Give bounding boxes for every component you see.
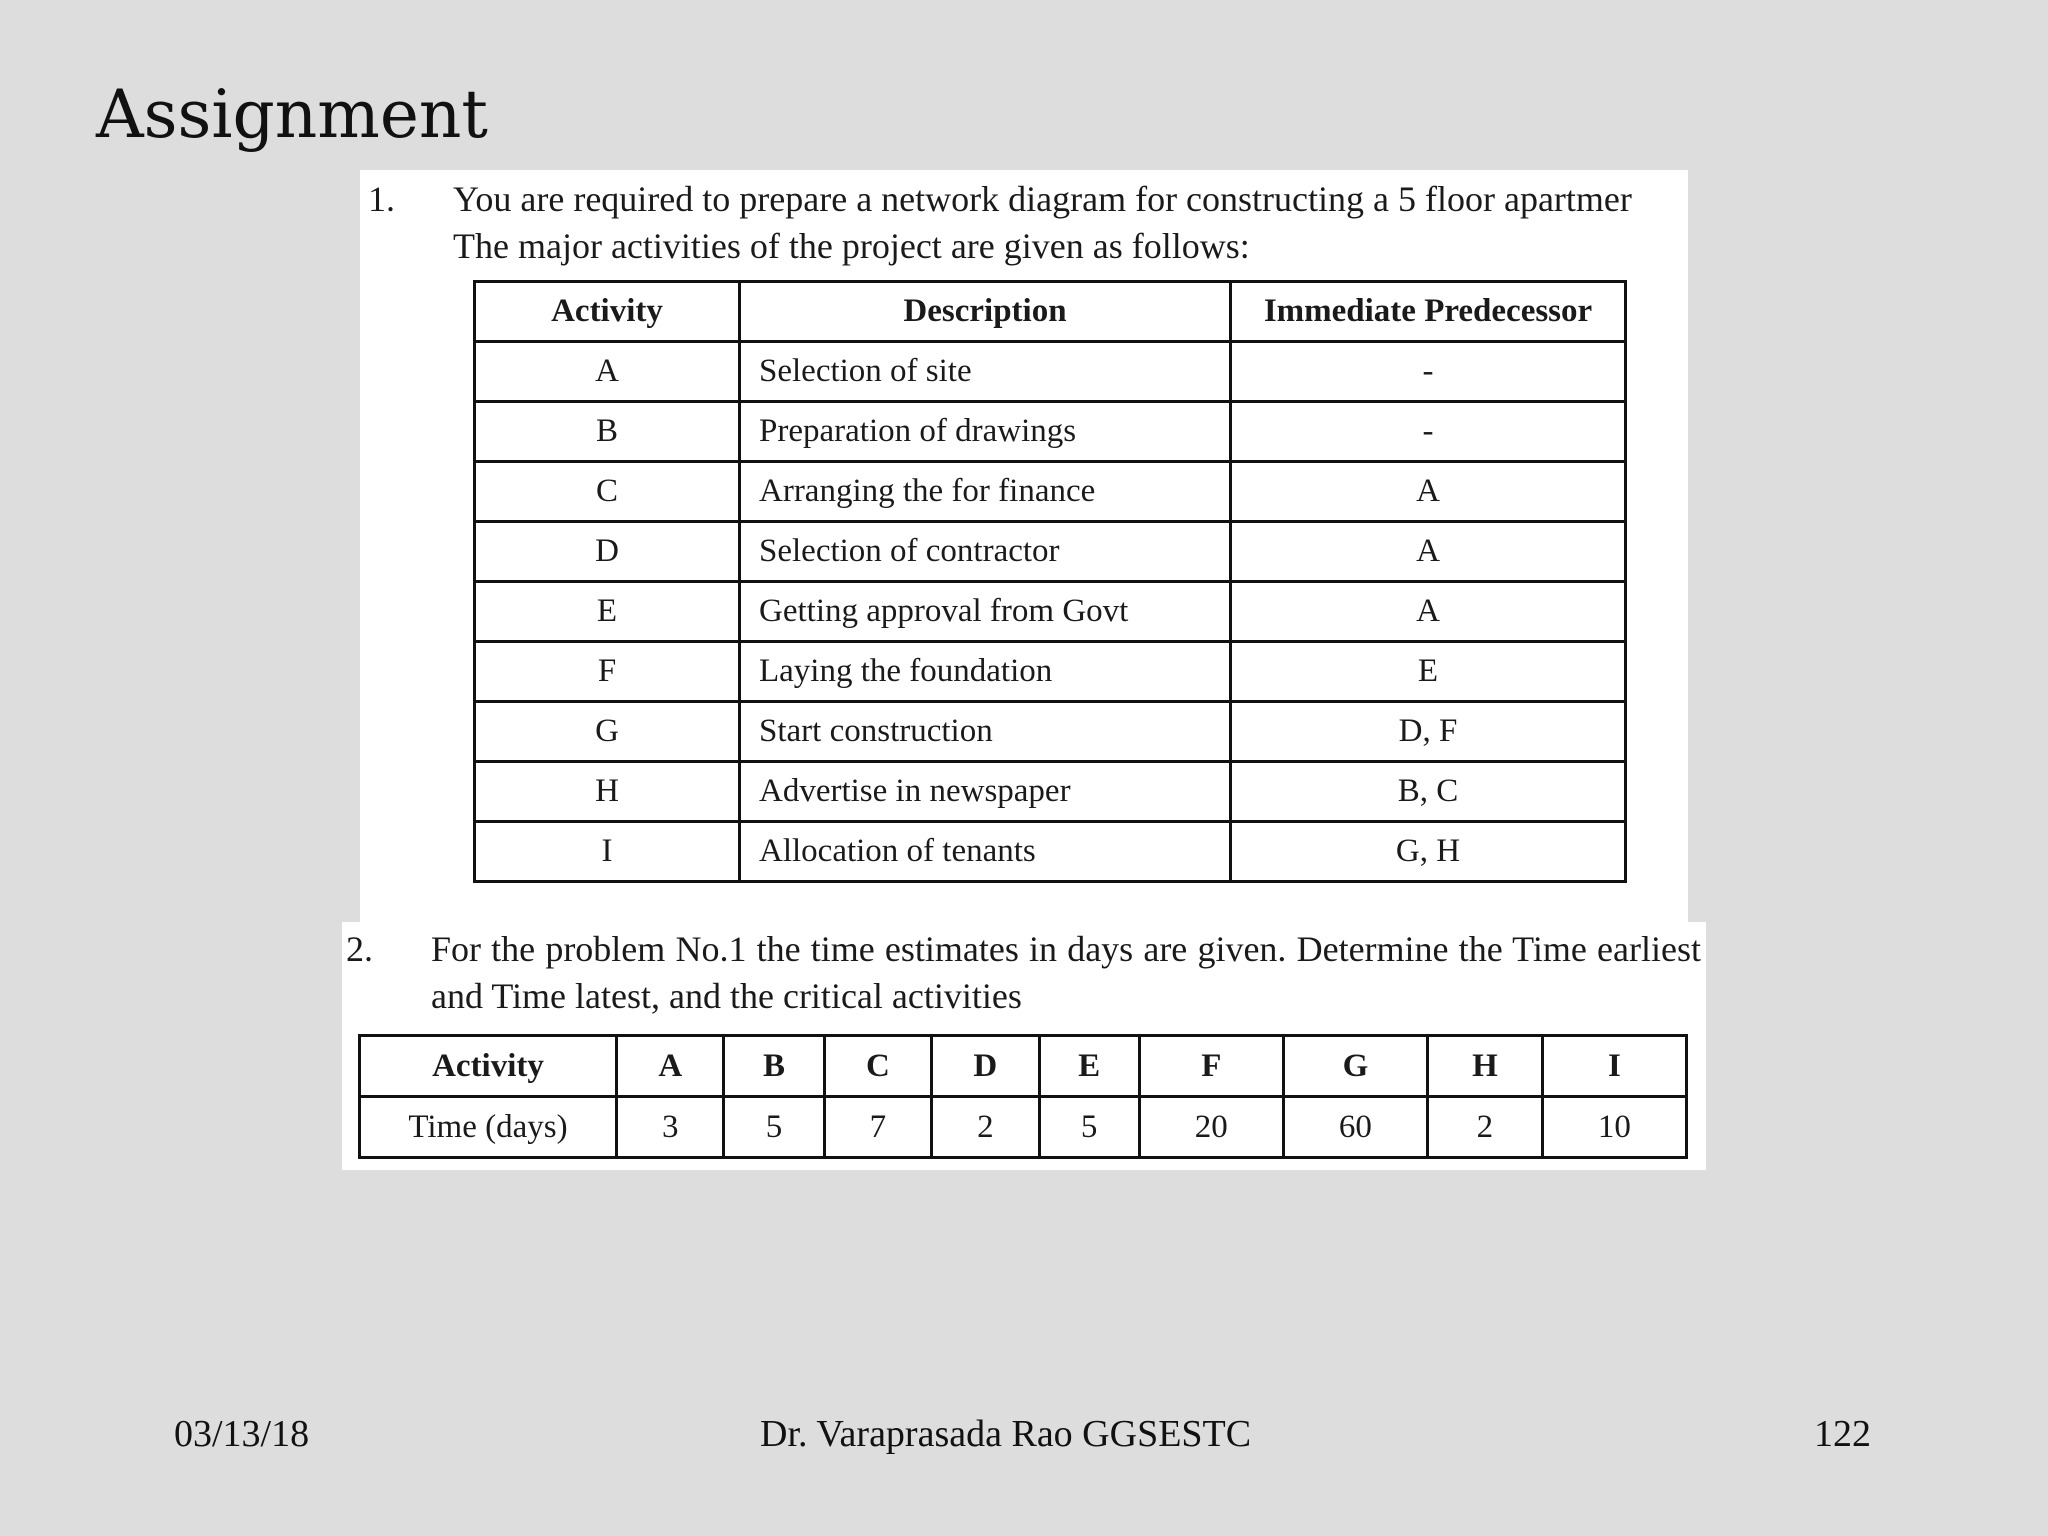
predecessor-cell: A	[1231, 522, 1626, 582]
time-cell: 7	[824, 1097, 931, 1158]
description-cell: Start construction	[740, 702, 1231, 762]
header-activity: Activity	[475, 282, 740, 342]
question-1-number: 1.	[368, 179, 395, 219]
table-row	[475, 642, 1626, 702]
row-label-cell: Time (days)	[360, 1097, 617, 1158]
table-row	[475, 582, 1626, 642]
table-row	[475, 702, 1626, 762]
header-cell: B	[724, 1036, 824, 1097]
table-row	[475, 522, 1626, 582]
slide-title: Assignment	[96, 76, 488, 153]
activity-cell: A	[475, 342, 740, 402]
question-1-text	[453, 176, 1632, 270]
description-cell: Laying the foundation	[740, 642, 1231, 702]
question-1-panel	[360, 170, 1688, 922]
description-cell: Allocation of tenants	[740, 822, 1231, 882]
activity-cell: B	[475, 402, 740, 462]
time-cell: 3	[617, 1097, 724, 1158]
predecessor-cell: D, F	[1231, 702, 1626, 762]
description-cell: Preparation of drawings	[740, 402, 1231, 462]
header-cell: F	[1139, 1036, 1283, 1097]
table-row	[360, 1097, 1687, 1158]
time-cell: 5	[724, 1097, 824, 1158]
table-header-row	[360, 1036, 1687, 1097]
question-2-number: 2.	[346, 929, 373, 969]
header-cell: I	[1542, 1036, 1686, 1097]
header-cell: D	[932, 1036, 1039, 1097]
table-row	[475, 402, 1626, 462]
time-cell: 60	[1283, 1097, 1427, 1158]
description-cell: Getting approval from Govt	[740, 582, 1231, 642]
predecessor-cell: E	[1231, 642, 1626, 702]
activity-cell: G	[475, 702, 740, 762]
table-row	[475, 822, 1626, 882]
time-cell: 2	[1428, 1097, 1543, 1158]
description-cell: Arranging the for finance	[740, 462, 1231, 522]
activity-cell: I	[475, 822, 740, 882]
header-cell: H	[1428, 1036, 1543, 1097]
activity-cell: H	[475, 762, 740, 822]
table-row	[475, 462, 1626, 522]
header-description: Description	[740, 282, 1231, 342]
predecessor-cell: -	[1231, 402, 1626, 462]
table-header-row	[475, 282, 1626, 342]
footer-page-number: 122	[1814, 1413, 1871, 1455]
time-cell: 10	[1542, 1097, 1686, 1158]
time-cell: 20	[1139, 1097, 1283, 1158]
table-row	[475, 342, 1626, 402]
predecessor-cell: B, C	[1231, 762, 1626, 822]
predecessor-cell: -	[1231, 342, 1626, 402]
description-cell: Advertise in newspaper	[740, 762, 1231, 822]
predecessor-cell: A	[1231, 462, 1626, 522]
time-estimates-table	[358, 1034, 1688, 1159]
header-activity: Activity	[360, 1036, 617, 1097]
description-cell: Selection of contractor	[740, 522, 1231, 582]
header-cell: C	[824, 1036, 931, 1097]
time-cell: 5	[1039, 1097, 1139, 1158]
question-1-line-2: The major activities of the project are given as follows:	[453, 226, 1250, 266]
question-2-text: For the problem No.1 the time estimates in days are given. Determine the Time earliest and Time latest, and the critical activities	[431, 929, 1701, 1016]
activity-cell: F	[475, 642, 740, 702]
header-predecessor: Immediate Predecessor	[1231, 282, 1626, 342]
footer-date: 03/13/18	[174, 1413, 310, 1455]
question-1-line-1: You are required to prepare a network diagram for constructing a 5 floor apartmer	[453, 179, 1632, 219]
activity-cell: E	[475, 582, 740, 642]
question-2-panel	[342, 922, 1706, 1170]
description-cell: Selection of site	[740, 342, 1231, 402]
time-cell: 2	[932, 1097, 1039, 1158]
activity-predecessor-table	[473, 280, 1627, 883]
footer-author: Dr. Varaprasada Rao GGSESTC	[760, 1413, 1252, 1455]
predecessor-cell: G, H	[1231, 822, 1626, 882]
predecessor-cell: A	[1231, 582, 1626, 642]
header-cell: A	[617, 1036, 724, 1097]
table-row	[475, 762, 1626, 822]
activity-cell: C	[475, 462, 740, 522]
header-cell: E	[1039, 1036, 1139, 1097]
activity-cell: D	[475, 522, 740, 582]
header-cell: G	[1283, 1036, 1427, 1097]
